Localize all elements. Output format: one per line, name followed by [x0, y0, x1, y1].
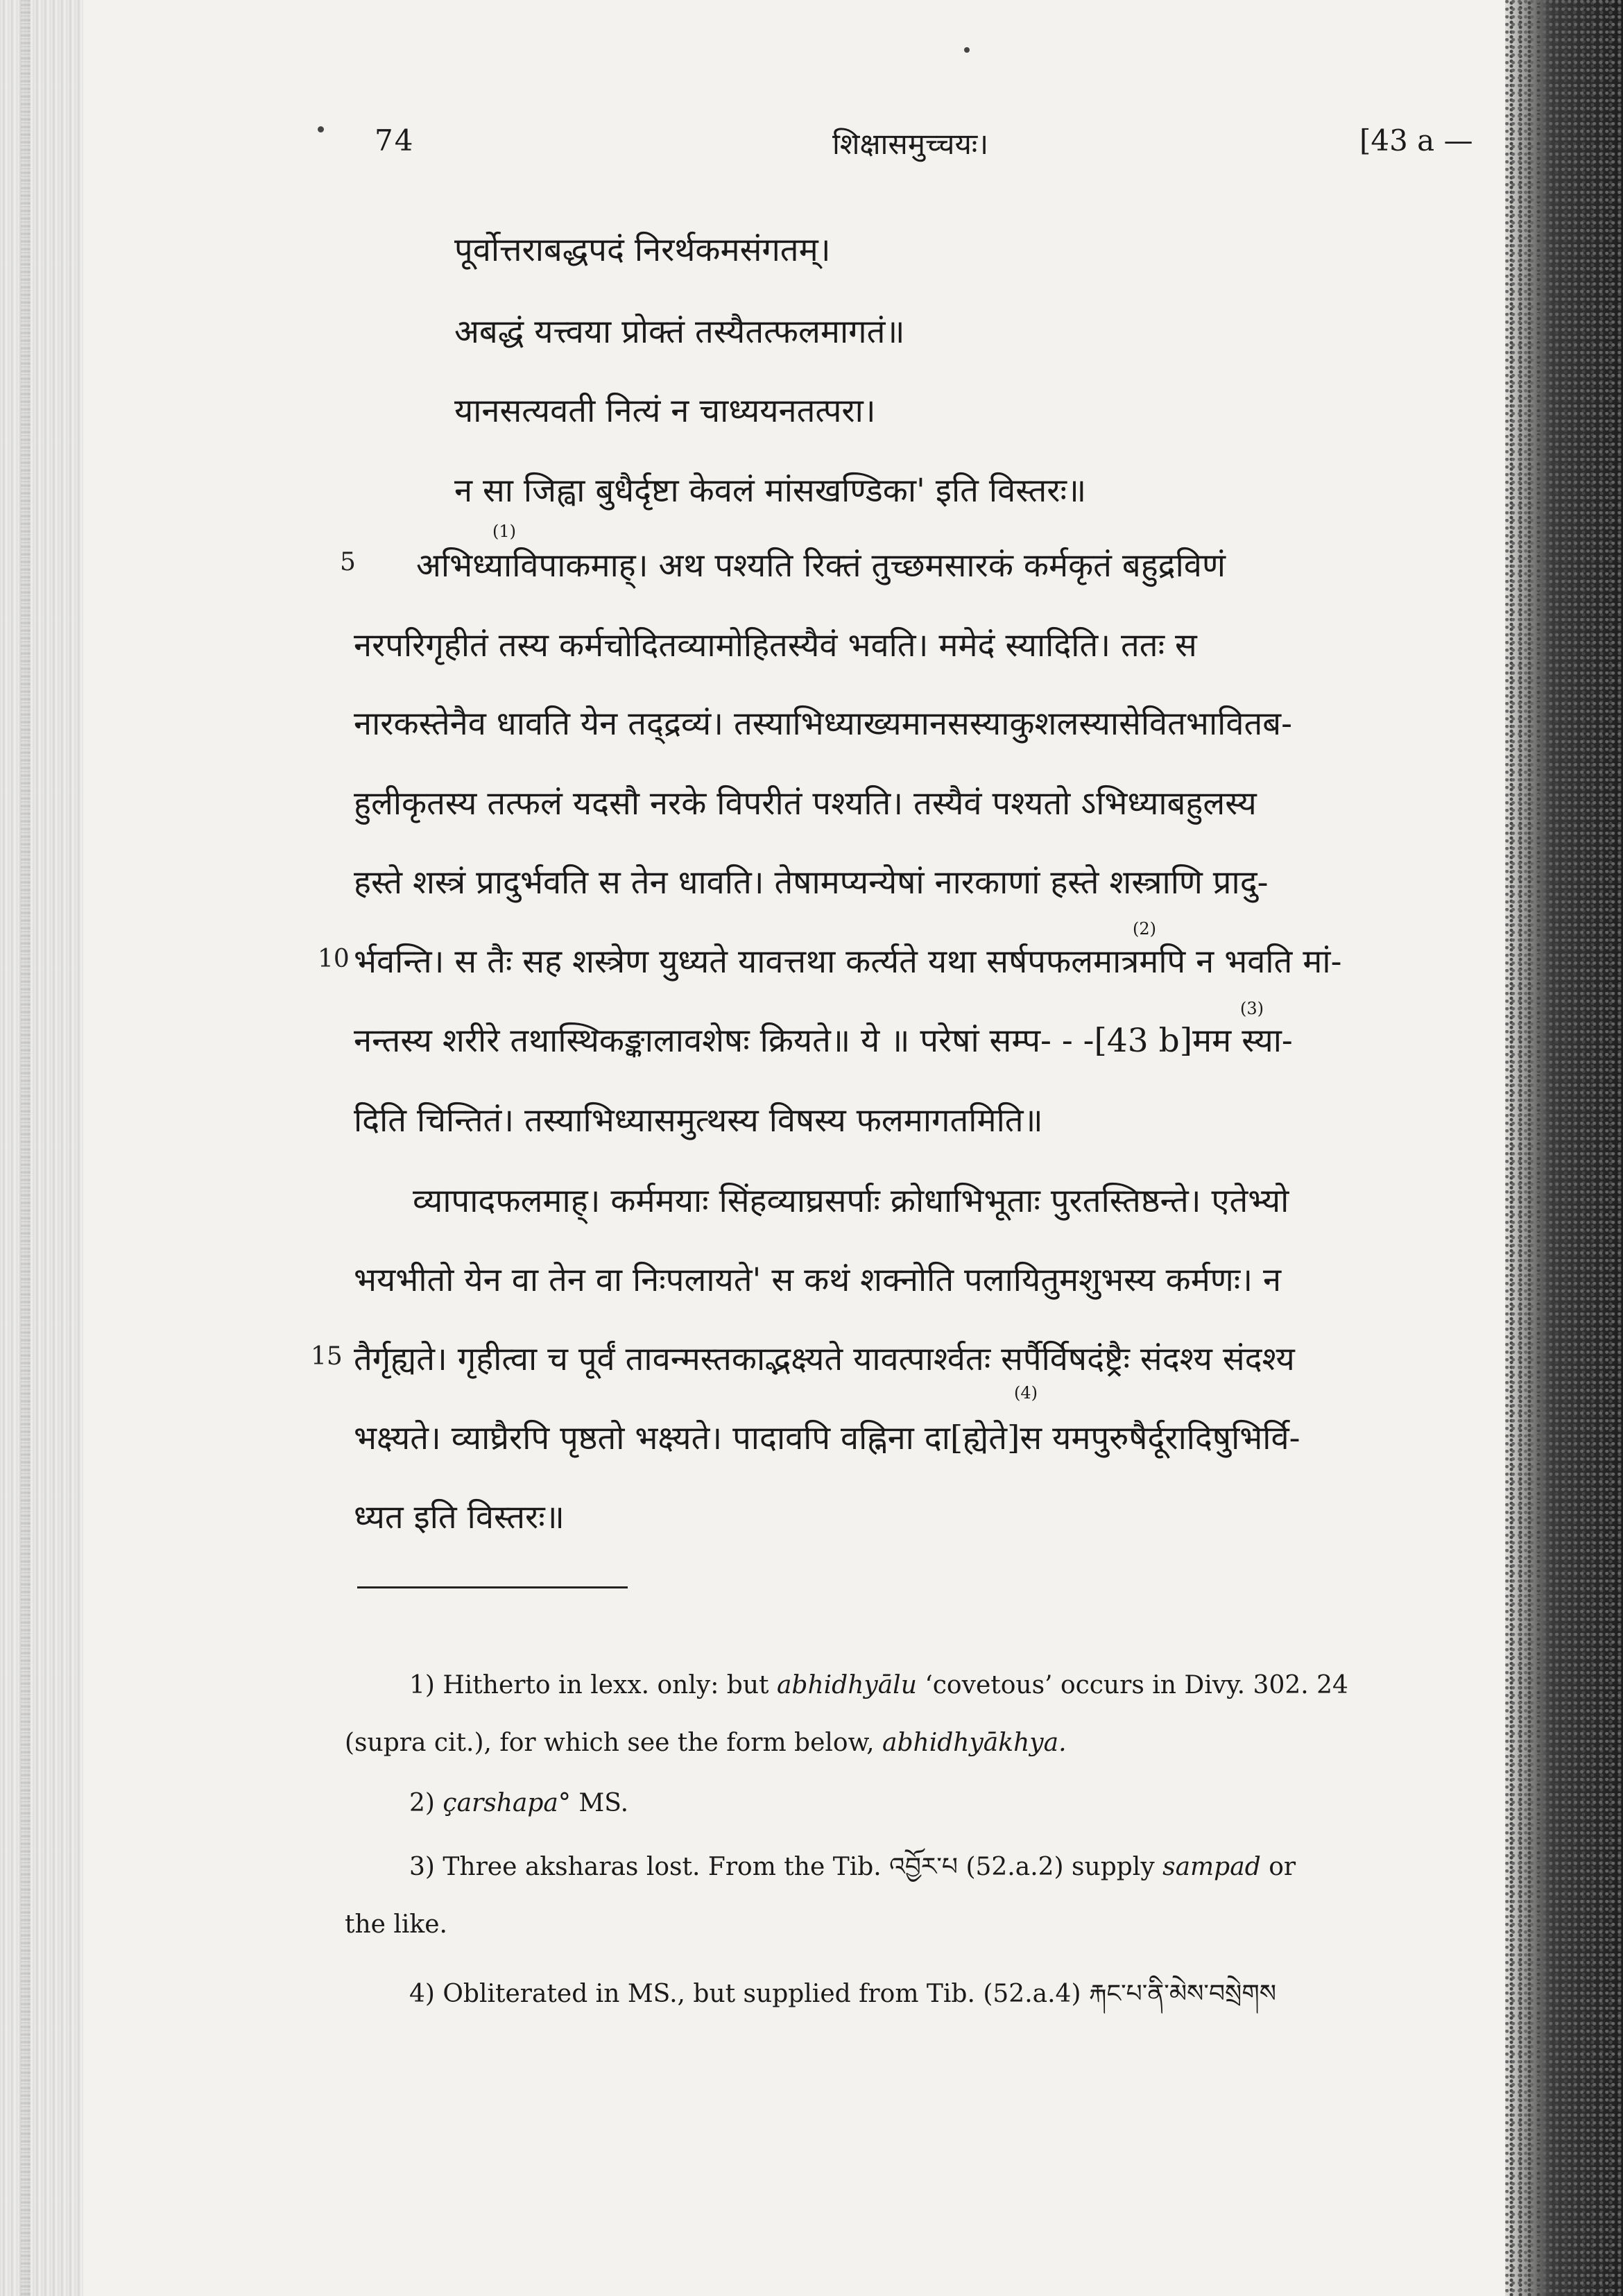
- body-line: अभिध्याविपाकमाह्। अथ पश्यति रिक्तं तुच्छमसारकं कर्मकृतं बहुद्रविणं: [416, 547, 1226, 585]
- footnote-2: 2) çarshapa° MS.: [409, 1789, 629, 1817]
- folio-reference: [43 a —: [1359, 123, 1473, 157]
- body-line: ध्यत इति विस्तरः॥: [354, 1498, 565, 1536]
- footnote-3: 3) Three aksharas lost. From the Tib. འབྱོར་པ (52.a.2) supply sampad or: [409, 1853, 1296, 1881]
- body-line: हुलीकृतस्य तत्फलं यदसौ नरके विपरीतं पश्यति। तस्यैवं पश्यतो ऽभिध्याबहुलस्य: [354, 785, 1257, 823]
- verse-line: अबद्धं यत्त्वया प्रोक्तं तस्यैतत्फलमागतं॥: [454, 313, 905, 351]
- footnote-marker: (3): [1240, 999, 1264, 1018]
- running-title: शिक्षासमुच्चयः।: [832, 127, 989, 161]
- footnote-1: 1) Hitherto in lexx. only: but abhidhyālu ‘covetous’ occurs in Divy. 302. 24: [409, 1671, 1348, 1699]
- verse-line: पूर्वोत्तराबद्धपदं निरर्थकमसंगतम्।: [454, 231, 831, 269]
- body-line: नारकस्तेनैव धावति येन तद्द्रव्यं। तस्याभिध्याख्यमानसस्याकुशलस्यासेवितभावितब-: [354, 705, 1292, 743]
- tibetan-text: རྐང་པ་ནི་མེས་བསྲེགས: [1088, 1980, 1277, 2008]
- footnote-rule: [357, 1586, 628, 1588]
- body-line: तैर्गृह्यते। गृहीत्वा च पूर्वं तावन्मस्तकाद्भक्ष्यते यावत्पार्श्वतः सर्पैर्विषदंष्ट्रैः संदश्य संदश्य: [354, 1340, 1295, 1378]
- body-line: नरपरिगृहीतं तस्य कर्मचोदितव्यामोहितस्यैवं भवति। ममेदं स्यादिति। ततः स: [354, 626, 1197, 665]
- verse-line: न सा जिह्वा बुधैर्दृष्टा केवलं मांसखण्डिका' इति विस्तरः॥: [454, 472, 1087, 510]
- body-line: दिति चिन्तितं। तस्याभिध्यासमुत्थस्य विषस्य फलमागतमिति॥: [354, 1102, 1043, 1140]
- footnote-3-cont: the like.: [345, 1910, 447, 1939]
- page-number: 74: [375, 123, 415, 157]
- footnote-4: 4) Obliterated in MS., but supplied from Tib. (52.a.4) རྐང་པ་ནི་མེས་བསྲེགས: [409, 1980, 1277, 2008]
- tibetan-text: འབྱོར་པ: [889, 1853, 958, 1881]
- footnote-1-cont: (supra cit.), for which see the form below, abhidhyākhya.: [345, 1729, 1067, 1757]
- verse-line: यानसत्यवती नित्यं न चाध्ययनतत्परा।: [454, 392, 876, 430]
- page-header: [0, 123, 1623, 172]
- body-line: भक्ष्यते। व्याघ्रैरपि पृष्ठतो भक्ष्यते। पादावपि वह्निना दा[ह्येते]स यमपुरुषैर्दूरादिषुभिर्वि-: [354, 1419, 1300, 1457]
- footnote-marker: (4): [1014, 1383, 1038, 1403]
- speck: [964, 47, 970, 53]
- body-line: नन्तस्य शरीरे तथास्थिकङ्कालावशेषः क्रियते॥ ये ॥ परेषां सम्प- - -[43 b]मम स्या-: [354, 1022, 1293, 1060]
- body-line: हस्ते शस्त्रं प्रादुर्भवति स तेन धावति। तेषामप्यन्येषां नारकाणां हस्ते शस्त्राणि प्रादु-: [354, 864, 1269, 902]
- body-line: र्भवन्ति। स तैः सह शस्त्रेण युध्यते यावत्तथा कर्त्यते यथा सर्षपफलमात्रमपि न भवति मां-: [354, 943, 1342, 981]
- footnote-marker: (2): [1133, 919, 1156, 939]
- line-number: 10: [318, 945, 350, 973]
- line-number: 15: [311, 1342, 343, 1371]
- footnote-marker: (1): [492, 522, 516, 541]
- line-number: 5: [340, 548, 356, 576]
- body-line: व्यापादफलमाह्। कर्ममयाः सिंहव्याघ्रसर्पाः क्रोधाभिभूताः पुरतस्तिष्ठन्ते। एतेभ्यो: [413, 1182, 1289, 1220]
- body-line: भयभीतो येन वा तेन वा निःपलायते' स कथं शक्नोति पलायितुमशुभस्य कर्मणः। न: [354, 1261, 1282, 1299]
